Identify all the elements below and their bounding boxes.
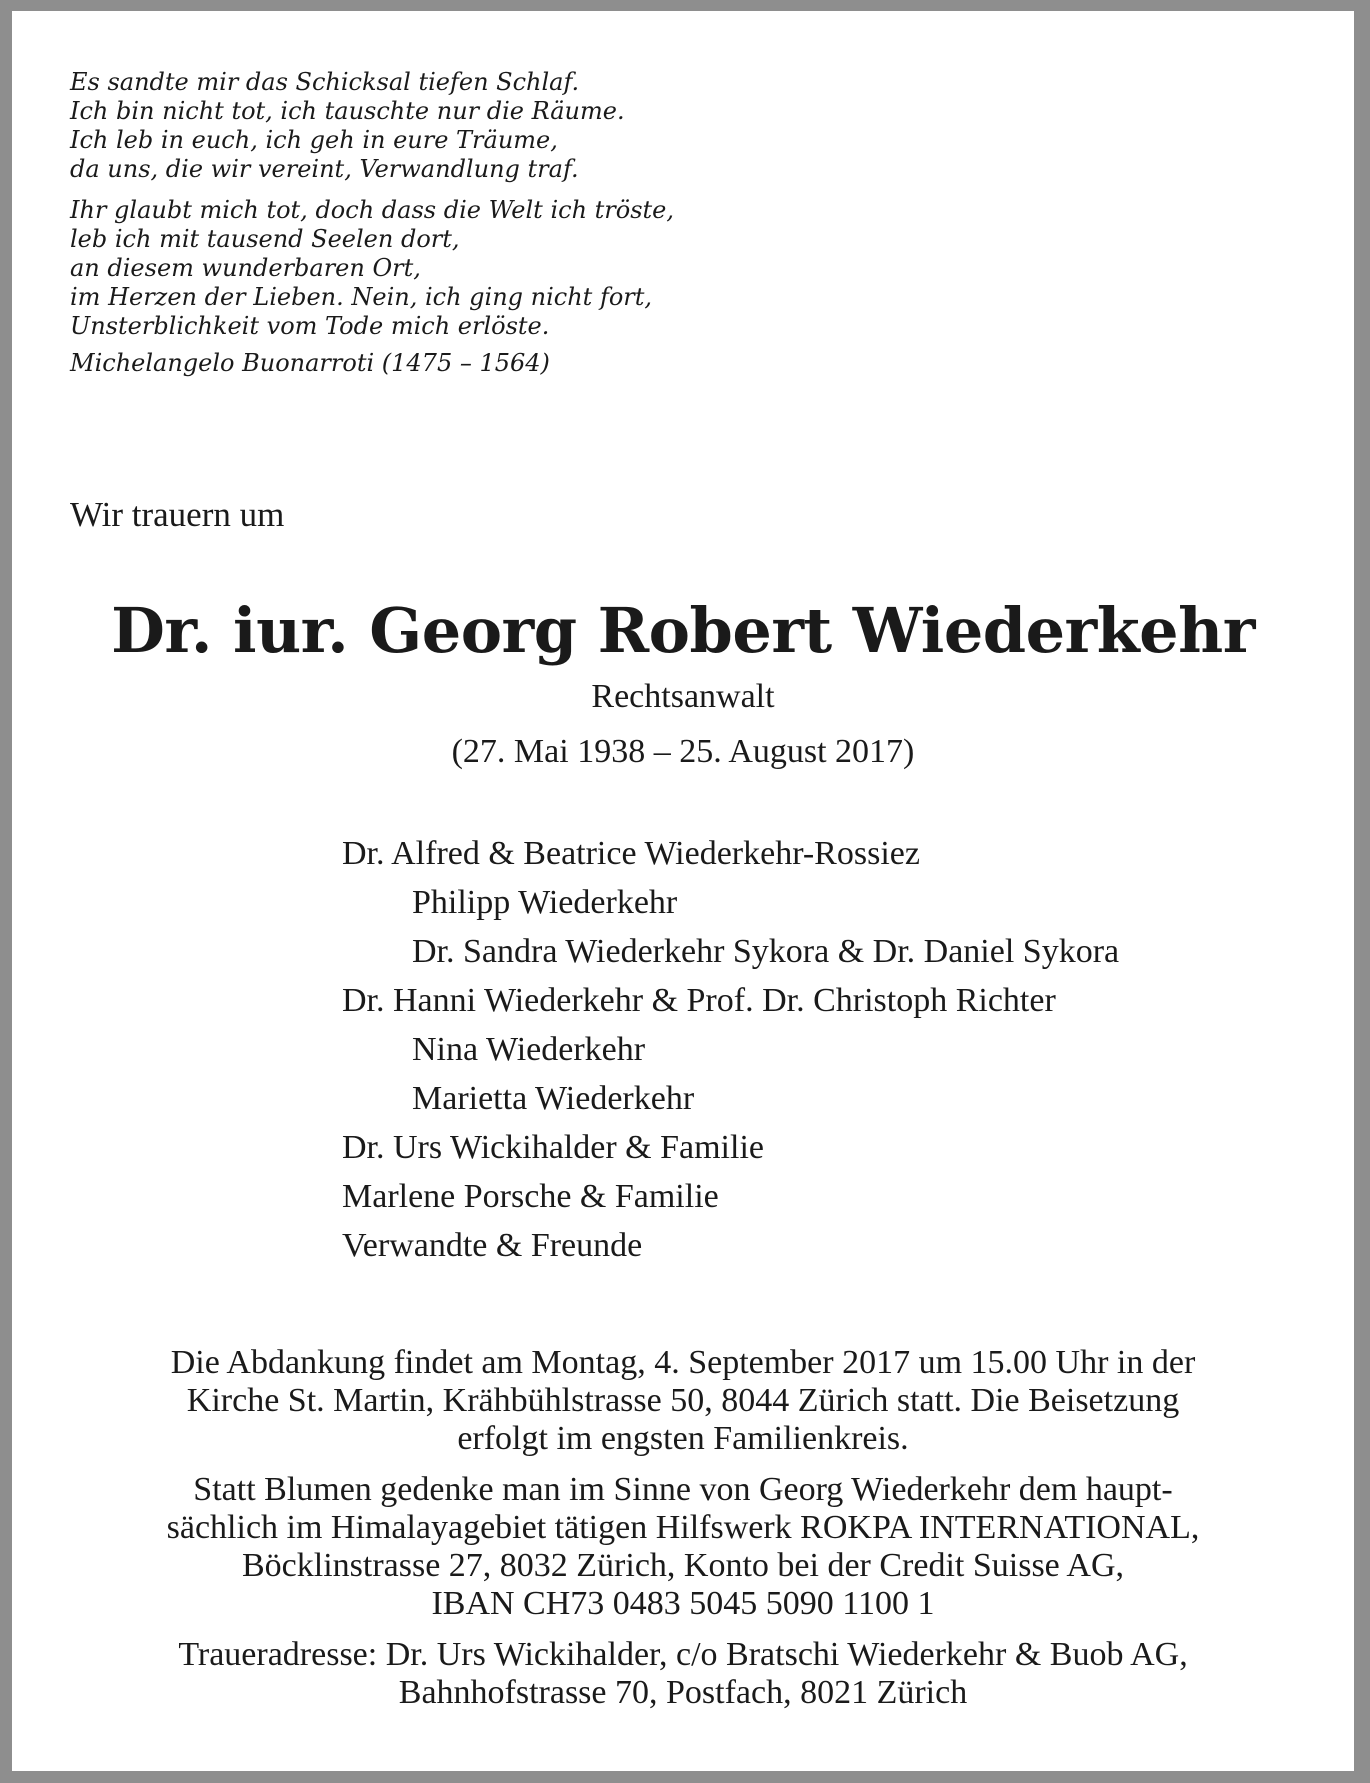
notice-line: Bahnhofstrasse 70, Postfach, 8021 Zürich [398,1674,968,1711]
mourner-entry: Verwandte & Freunde [342,1227,643,1264]
service-notice [12,1344,1354,1458]
deceased-name: Dr. iur. Georg Robert Wiederkehr [111,594,1255,667]
mourner-entry: Dr. Sandra Wiederkehr Sykora & Dr. Daniel Sykora [412,933,1120,970]
notice-line: IBAN CH73 0483 5045 5090 1100 1 [431,1585,935,1622]
mourning-address [12,1636,1354,1712]
notice-line: Die Abdankung findet am Montag, 4. September 2017 um 15.00 Uhr in der [170,1344,1196,1381]
mourner-entry: Philipp Wiederkehr [412,884,678,921]
poem-stanza-1 [70,68,674,184]
mourning-intro: Wir trauern um [70,495,285,534]
deceased-profession: Rechtsanwalt [591,678,775,715]
notice-line: erfolgt im engsten Familienkreis. [457,1420,909,1457]
poem-line: Ich bin nicht tot, ich tauschte nur die Räume. [70,97,625,125]
notice-line: Kirche St. Martin, Krähbühlstrasse 50, 8044 Zürich statt. Die Beisetzung [186,1382,1180,1419]
mourner-entry: Nina Wiederkehr [412,1031,646,1068]
poem-line: Es sandte mir das Schicksal tiefen Schlaf. [70,68,580,96]
poem-line: Ich leb in euch, ich geh in eure Träume, [70,126,558,154]
poem-author: Michelangelo Buonarroti (1475 – 1564) [70,349,550,377]
poem-line: Ihr glaubt mich tot, doch dass die Welt ich tröste, [70,196,675,224]
notice-line: Traueradresse: Dr. Urs Wickihalder, c/o Bratschi Wiederkehr & Buob AG, [178,1636,1188,1673]
poem [70,68,674,378]
poem-line: da uns, die wir vereint, Verwandlung traf. [70,155,579,183]
obituary-page [12,11,1354,1771]
notices [12,1344,1354,1712]
deceased-dates: (27. Mai 1938 – 25. August 2017) [451,733,915,770]
mourner-entry: Marietta Wiederkehr [412,1080,695,1117]
notice-line: Statt Blumen gedenke man im Sinne von Georg Wiederkehr dem haupt- [193,1471,1173,1508]
poem-stanza-2 [70,196,674,341]
poem-line: Unsterblichkeit vom Tode mich erlöste. [70,312,550,340]
poem-line: leb ich mit tausend Seelen dort, [70,225,460,253]
poem-line: im Herzen der Lieben. Nein, ich ging nicht fort, [70,283,653,311]
poem-line: an diesem wunderbaren Ort, [70,254,421,282]
notice-line: sächlich im Himalayagebiet tätigen Hilfswerk ROKPA INTERNATIONAL, [166,1509,1200,1546]
mourner-entry: Dr. Alfred & Beatrice Wiederkehr-Rossiez [342,835,920,872]
notice-line: Böcklinstrasse 27, 8032 Zürich, Konto bei der Credit Suisse AG, [241,1547,1124,1584]
donation-notice [12,1471,1354,1623]
mourner-entry: Dr. Urs Wickihalder & Familie [342,1129,764,1166]
mourners-list [342,829,1119,1270]
mourner-entry: Marlene Porsche & Familie [342,1178,719,1215]
mourner-entry: Dr. Hanni Wiederkehr & Prof. Dr. Christoph Richter [342,982,1056,1019]
